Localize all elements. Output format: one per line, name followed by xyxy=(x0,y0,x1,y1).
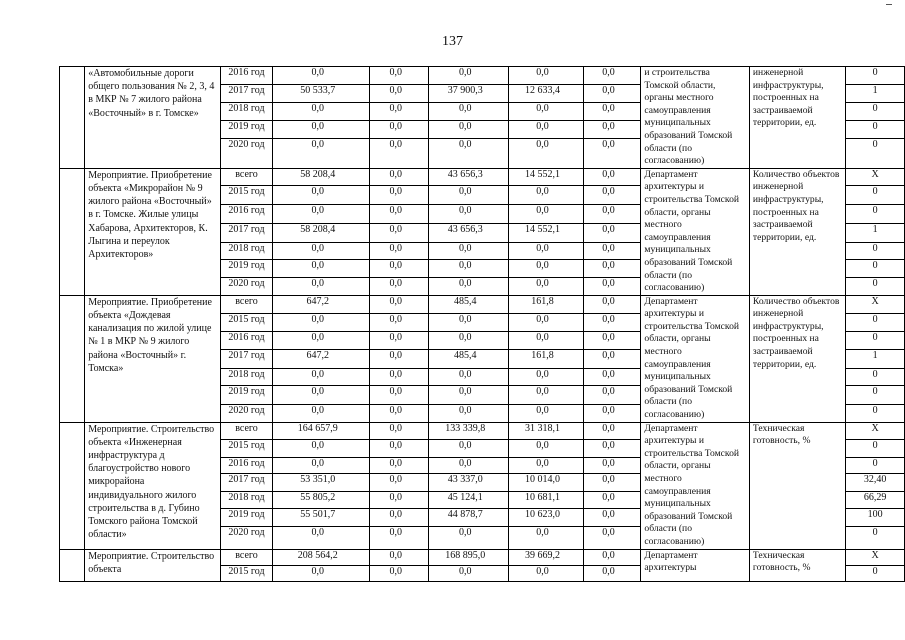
regional-cell: 0,0 xyxy=(429,404,509,422)
federal-cell: 0,0 xyxy=(370,509,429,527)
other-cell: 0,0 xyxy=(583,138,641,168)
year-cell: 2018 год xyxy=(220,492,272,509)
year-cell: 2017 год xyxy=(220,349,272,368)
local-cell: 0,0 xyxy=(509,138,583,168)
indicator-value: 0 xyxy=(846,404,905,422)
other-cell: 0,0 xyxy=(583,295,641,314)
indicator-value: X xyxy=(846,549,905,565)
indicator-value: 0 xyxy=(846,332,905,350)
measure-description: Мероприятие. Приобретение объекта «Дождевая канализация по жилой улице № 1 в МКР № 9 жилого района «Восточный» г. Томска» xyxy=(85,295,221,422)
other-cell: 0,0 xyxy=(583,242,641,260)
other-cell: 0,0 xyxy=(583,223,641,242)
indicator-value: 0 xyxy=(846,67,905,85)
federal-cell: 0,0 xyxy=(370,565,429,581)
regional-cell: 43 656,3 xyxy=(429,223,509,242)
year-cell: 2020 год xyxy=(220,527,272,549)
total-cell: 0,0 xyxy=(273,457,370,474)
year-cell: 2020 год xyxy=(220,277,272,295)
local-cell: 0,0 xyxy=(509,368,583,386)
local-cell: 161,8 xyxy=(509,295,583,314)
indicator-name: Количество объектов инженерной инфраструктуры, построенных на застраиваемой территории, ед. xyxy=(749,295,845,422)
federal-cell: 0,0 xyxy=(370,386,429,405)
indicator-name: Количество объектов инженерной инфраструктуры, построенных на застраиваемой территории, ед. xyxy=(749,168,845,295)
total-cell: 208 564,2 xyxy=(273,549,370,565)
federal-cell: 0,0 xyxy=(370,527,429,549)
total-cell: 0,0 xyxy=(273,439,370,457)
federal-cell: 0,0 xyxy=(370,549,429,565)
year-cell: всего xyxy=(220,422,272,439)
other-cell: 0,0 xyxy=(583,84,641,102)
measure-description: Мероприятие. Строительство объекта «Инженерная инфраструктура д благоустройство нового микрорайона индивидуального жилого строительства в д. Губино Томского района Томской области» xyxy=(85,422,221,549)
federal-cell: 0,0 xyxy=(370,277,429,295)
other-cell: 0,0 xyxy=(583,492,641,509)
local-cell: 39 669,2 xyxy=(509,549,583,565)
regional-cell: 37 900,3 xyxy=(429,84,509,102)
other-cell: 0,0 xyxy=(583,102,641,120)
federal-cell: 0,0 xyxy=(370,102,429,120)
other-cell: 0,0 xyxy=(583,439,641,457)
federal-cell: 0,0 xyxy=(370,404,429,422)
total-cell: 0,0 xyxy=(273,205,370,224)
total-cell: 55 501,7 xyxy=(273,509,370,527)
local-cell: 0,0 xyxy=(509,332,583,350)
local-cell: 0,0 xyxy=(509,242,583,260)
year-cell: 2016 год xyxy=(220,332,272,350)
indicator-value: 66,29 xyxy=(846,492,905,509)
other-cell: 0,0 xyxy=(583,509,641,527)
local-cell: 10 681,1 xyxy=(509,492,583,509)
indicator-value: 0 xyxy=(846,386,905,405)
regional-cell: 43 656,3 xyxy=(429,168,509,186)
indicator-value: X xyxy=(846,422,905,439)
indicator-value: 0 xyxy=(846,439,905,457)
indicator-value: X xyxy=(846,168,905,186)
local-cell: 0,0 xyxy=(509,102,583,120)
year-cell: 2020 год xyxy=(220,404,272,422)
total-cell: 647,2 xyxy=(273,349,370,368)
federal-cell: 0,0 xyxy=(370,168,429,186)
indicator-value: 0 xyxy=(846,277,905,295)
federal-cell: 0,0 xyxy=(370,295,429,314)
total-cell: 53 351,0 xyxy=(273,474,370,492)
total-cell: 0,0 xyxy=(273,102,370,120)
responsible-executor: Департамент архитектуры xyxy=(641,549,750,581)
local-cell: 0,0 xyxy=(509,439,583,457)
regional-cell: 0,0 xyxy=(429,457,509,474)
total-cell: 0,0 xyxy=(273,277,370,295)
year-cell: 2017 год xyxy=(220,84,272,102)
responsible-executor: Департамент архитектуры и строительства Томской области, органы местного самоуправления муниципальных образований Томской области (по согласованию) xyxy=(641,168,750,295)
responsible-executor: и строительства Томской области, органы местного самоуправления муниципальных образований Томской области (по согласованию) xyxy=(641,67,750,169)
other-cell: 0,0 xyxy=(583,67,641,85)
federal-cell: 0,0 xyxy=(370,120,429,138)
year-cell: всего xyxy=(220,295,272,314)
measure-description: «Автомобильные дороги общего пользования № 2, 3, 4 в МКР № 7 жилого района «Восточный» в г. Томске» xyxy=(85,67,221,169)
corner-mark xyxy=(886,4,892,5)
regional-cell: 133 339,8 xyxy=(429,422,509,439)
indicator-value: 1 xyxy=(846,84,905,102)
measure-description: Мероприятие. Строительство объекта xyxy=(85,549,221,581)
local-cell: 0,0 xyxy=(509,457,583,474)
indicator-name: Техническая готовность, % xyxy=(749,549,845,581)
regional-cell: 0,0 xyxy=(429,67,509,85)
other-cell: 0,0 xyxy=(583,314,641,332)
year-cell: 2016 год xyxy=(220,457,272,474)
indicator-value: 0 xyxy=(846,527,905,549)
row-number-cell xyxy=(60,168,85,295)
other-cell: 0,0 xyxy=(583,168,641,186)
year-cell: 2016 год xyxy=(220,205,272,224)
year-cell: 2019 год xyxy=(220,509,272,527)
regional-cell: 0,0 xyxy=(429,439,509,457)
row-number-cell xyxy=(60,295,85,422)
total-cell: 647,2 xyxy=(273,295,370,314)
indicator-value: 1 xyxy=(846,223,905,242)
indicator-value: 32,40 xyxy=(846,474,905,492)
federal-cell: 0,0 xyxy=(370,67,429,85)
other-cell: 0,0 xyxy=(583,186,641,205)
local-cell: 0,0 xyxy=(509,527,583,549)
year-cell: всего xyxy=(220,549,272,565)
federal-cell: 0,0 xyxy=(370,492,429,509)
federal-cell: 0,0 xyxy=(370,439,429,457)
regional-cell: 0,0 xyxy=(429,102,509,120)
local-cell: 161,8 xyxy=(509,349,583,368)
year-cell: 2018 год xyxy=(220,242,272,260)
regional-cell: 43 337,0 xyxy=(429,474,509,492)
regional-cell: 45 124,1 xyxy=(429,492,509,509)
other-cell: 0,0 xyxy=(583,349,641,368)
regional-cell: 0,0 xyxy=(429,277,509,295)
other-cell: 0,0 xyxy=(583,422,641,439)
total-cell: 0,0 xyxy=(273,138,370,168)
total-cell: 0,0 xyxy=(273,120,370,138)
year-cell: 2019 год xyxy=(220,260,272,278)
regional-cell: 0,0 xyxy=(429,260,509,278)
total-cell: 0,0 xyxy=(273,242,370,260)
local-cell: 0,0 xyxy=(509,205,583,224)
year-cell: 2017 год xyxy=(220,223,272,242)
federal-cell: 0,0 xyxy=(370,368,429,386)
federal-cell: 0,0 xyxy=(370,332,429,350)
local-cell: 0,0 xyxy=(509,186,583,205)
local-cell: 14 552,1 xyxy=(509,223,583,242)
table-row xyxy=(60,295,905,314)
other-cell: 0,0 xyxy=(583,404,641,422)
total-cell: 0,0 xyxy=(273,368,370,386)
local-cell: 12 633,4 xyxy=(509,84,583,102)
local-cell: 0,0 xyxy=(509,260,583,278)
indicator-value: X xyxy=(846,295,905,314)
local-cell: 0,0 xyxy=(509,386,583,405)
regional-cell: 0,0 xyxy=(429,332,509,350)
local-cell: 0,0 xyxy=(509,314,583,332)
other-cell: 0,0 xyxy=(583,205,641,224)
indicator-name: инженерной инфраструктуры, построенных на застраиваемой территории, ед. xyxy=(749,67,845,169)
federal-cell: 0,0 xyxy=(370,457,429,474)
regional-cell: 0,0 xyxy=(429,368,509,386)
local-cell: 0,0 xyxy=(509,120,583,138)
other-cell: 0,0 xyxy=(583,457,641,474)
local-cell: 14 552,1 xyxy=(509,168,583,186)
other-cell: 0,0 xyxy=(583,260,641,278)
year-cell: 2019 год xyxy=(220,386,272,405)
regional-cell: 0,0 xyxy=(429,386,509,405)
local-cell: 0,0 xyxy=(509,565,583,581)
other-cell: 0,0 xyxy=(583,386,641,405)
year-cell: всего xyxy=(220,168,272,186)
responsible-executor: Департамент архитектуры и строительства Томской области, органы местного самоуправления муниципальных образований Томской области (по согласованию) xyxy=(641,422,750,549)
total-cell: 164 657,9 xyxy=(273,422,370,439)
year-cell: 2016 год xyxy=(220,67,272,85)
indicator-value: 0 xyxy=(846,186,905,205)
total-cell: 50 533,7 xyxy=(273,84,370,102)
total-cell: 0,0 xyxy=(273,67,370,85)
total-cell: 0,0 xyxy=(273,386,370,405)
regional-cell: 0,0 xyxy=(429,527,509,549)
other-cell: 0,0 xyxy=(583,332,641,350)
indicator-value: 0 xyxy=(846,138,905,168)
indicator-name: Техническая готовность, % xyxy=(749,422,845,549)
regional-cell: 0,0 xyxy=(429,186,509,205)
indicator-value: 0 xyxy=(846,565,905,581)
regional-cell: 0,0 xyxy=(429,205,509,224)
indicator-value: 0 xyxy=(846,368,905,386)
other-cell: 0,0 xyxy=(583,565,641,581)
table-row xyxy=(60,168,905,186)
regional-cell: 485,4 xyxy=(429,295,509,314)
other-cell: 0,0 xyxy=(583,474,641,492)
indicator-value: 0 xyxy=(846,205,905,224)
year-cell: 2020 год xyxy=(220,138,272,168)
other-cell: 0,0 xyxy=(583,549,641,565)
year-cell: 2018 год xyxy=(220,368,272,386)
year-cell: 2015 год xyxy=(220,314,272,332)
regional-cell: 168 895,0 xyxy=(429,549,509,565)
row-number-cell xyxy=(60,549,85,581)
federal-cell: 0,0 xyxy=(370,223,429,242)
other-cell: 0,0 xyxy=(583,277,641,295)
regional-cell: 0,0 xyxy=(429,138,509,168)
year-cell: 2017 год xyxy=(220,474,272,492)
program-table xyxy=(59,66,905,582)
indicator-value: 1 xyxy=(846,349,905,368)
indicator-value: 0 xyxy=(846,314,905,332)
responsible-executor: Департамент архитектуры и строительства Томской области, органы местного самоуправления муниципальных образований Томской области (по согласованию) xyxy=(641,295,750,422)
local-cell: 10 623,0 xyxy=(509,509,583,527)
indicator-value: 0 xyxy=(846,242,905,260)
indicator-value: 0 xyxy=(846,120,905,138)
federal-cell: 0,0 xyxy=(370,314,429,332)
local-cell: 0,0 xyxy=(509,67,583,85)
measure-description: Мероприятие. Приобретение объекта «Микрорайон № 9 жилого района «Восточный» в г. Томске. Жилые улицы Хабарова, Архитекторов, К. Лыгина и переулок Архитекторов» xyxy=(85,168,221,295)
table-row xyxy=(60,549,905,565)
table-row xyxy=(60,422,905,439)
row-number-cell xyxy=(60,67,85,169)
federal-cell: 0,0 xyxy=(370,205,429,224)
total-cell: 0,0 xyxy=(273,565,370,581)
indicator-value: 0 xyxy=(846,102,905,120)
federal-cell: 0,0 xyxy=(370,138,429,168)
other-cell: 0,0 xyxy=(583,368,641,386)
regional-cell: 0,0 xyxy=(429,565,509,581)
federal-cell: 0,0 xyxy=(370,242,429,260)
other-cell: 0,0 xyxy=(583,527,641,549)
table-row xyxy=(60,67,905,85)
year-cell: 2018 год xyxy=(220,102,272,120)
local-cell: 31 318,1 xyxy=(509,422,583,439)
total-cell: 55 805,2 xyxy=(273,492,370,509)
regional-cell: 485,4 xyxy=(429,349,509,368)
total-cell: 0,0 xyxy=(273,186,370,205)
table-body xyxy=(60,67,905,582)
federal-cell: 0,0 xyxy=(370,349,429,368)
total-cell: 0,0 xyxy=(273,527,370,549)
total-cell: 0,0 xyxy=(273,332,370,350)
regional-cell: 0,0 xyxy=(429,314,509,332)
federal-cell: 0,0 xyxy=(370,422,429,439)
year-cell: 2015 год xyxy=(220,186,272,205)
total-cell: 0,0 xyxy=(273,314,370,332)
local-cell: 0,0 xyxy=(509,277,583,295)
year-cell: 2019 год xyxy=(220,120,272,138)
other-cell: 0,0 xyxy=(583,120,641,138)
indicator-value: 0 xyxy=(846,260,905,278)
regional-cell: 0,0 xyxy=(429,120,509,138)
federal-cell: 0,0 xyxy=(370,186,429,205)
federal-cell: 0,0 xyxy=(370,84,429,102)
local-cell: 0,0 xyxy=(509,404,583,422)
total-cell: 0,0 xyxy=(273,404,370,422)
indicator-value: 0 xyxy=(846,457,905,474)
year-cell: 2015 год xyxy=(220,565,272,581)
federal-cell: 0,0 xyxy=(370,474,429,492)
year-cell: 2015 год xyxy=(220,439,272,457)
regional-cell: 44 878,7 xyxy=(429,509,509,527)
total-cell: 0,0 xyxy=(273,260,370,278)
indicator-value: 100 xyxy=(846,509,905,527)
row-number-cell xyxy=(60,422,85,549)
total-cell: 58 208,4 xyxy=(273,168,370,186)
total-cell: 58 208,4 xyxy=(273,223,370,242)
regional-cell: 0,0 xyxy=(429,242,509,260)
local-cell: 10 014,0 xyxy=(509,474,583,492)
page-number: 137 xyxy=(442,34,463,49)
federal-cell: 0,0 xyxy=(370,260,429,278)
